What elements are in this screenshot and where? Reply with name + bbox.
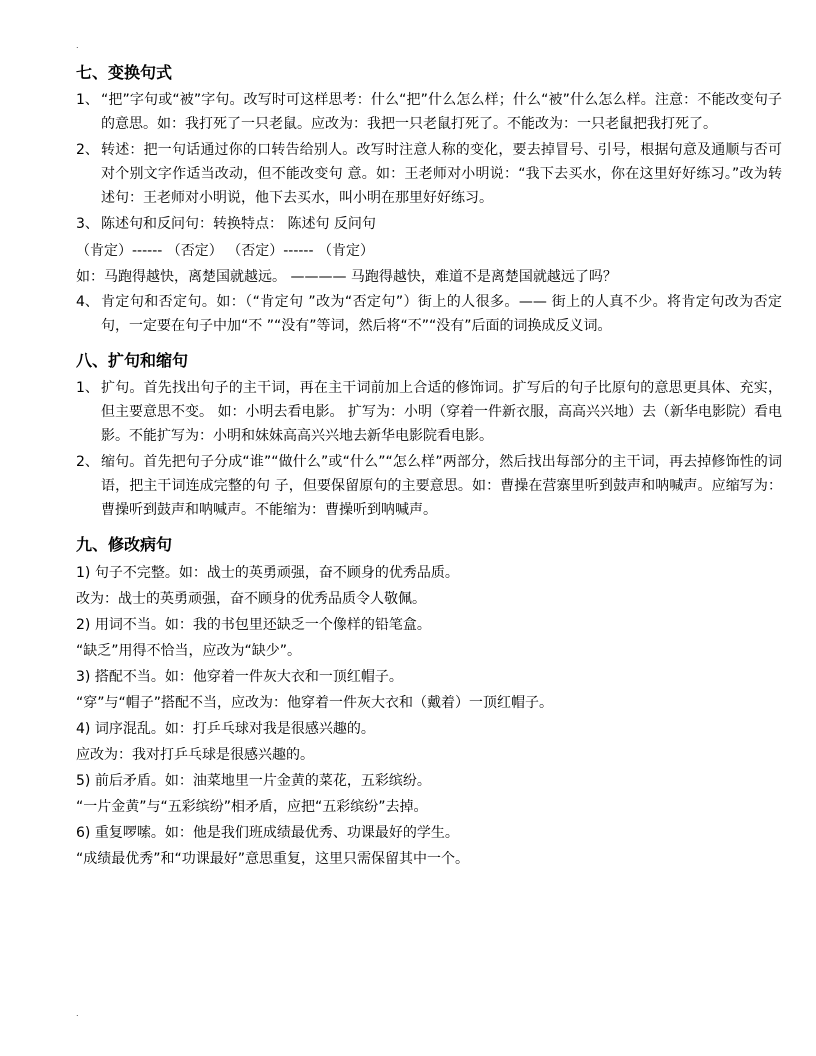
- fix-line: “成绩最优秀”和“功课最好”意思重复，这里只需保留其中一个。: [76, 851, 470, 867]
- section-8-heading: 八、扩句和缩句: [76, 351, 189, 370]
- error-line: 1) 句子不完整。如：战士的英勇顽强，奋不顾身的优秀品质。: [76, 565, 459, 581]
- item-number: 1、: [76, 380, 99, 396]
- section-8-item-1: [76, 376, 782, 448]
- page-dot-top: .: [76, 41, 79, 50]
- error-line: 2) 用词不当。如：我的书包里还缺乏一个像样的铅笔盒。: [76, 617, 431, 633]
- section-7-item-1: [76, 88, 782, 136]
- item-text: 陈述句和反问句：转换特点： 陈述句 反问句: [101, 216, 376, 232]
- item-text: 扩句。首先找出句子的主干词，再在主干词前加上合适的修饰词。扩写后的句子比原句的意思更具体、充实，但主要意思不变。 如：小明去看电影。 扩写为：小明（穿着一件新衣服，高高兴兴地）去（新华电影院）看电影。不能扩写为：小明和妹妹高高兴兴地去新华电影院看电影。: [101, 380, 782, 444]
- item-text: 缩句。首先把句子分成“谁”“做什么”或“什么”“怎么样”两部分，然后找出每部分的主干词，再去掉修饰性的词语，把主干词连成完整的句 子，但要保留原句的主要意思。如：曹操在营寨里听到鼓声和呐喊声。应缩写为：曹操听到鼓声和呐喊声。不能缩为：曹操听到呐喊声。: [101, 454, 782, 518]
- item-number: 2、: [76, 142, 99, 158]
- document-content: [76, 60, 782, 872]
- section-7-item-3: [76, 212, 782, 236]
- example-line: 如：马跑得越快，离楚国就越远。 ———— 马跑得越快，难道不是离楚国就越远了吗？: [76, 269, 617, 285]
- fix-line: “缺乏”用得不恰当，应改为“缺少”。: [76, 643, 302, 659]
- item-number: 4、: [76, 294, 99, 310]
- section-7-heading: 七、变换句式: [76, 63, 173, 82]
- error-line: 4) 词序混乱。如：打乒乓球对我是很感兴趣的。: [76, 721, 375, 737]
- item-text: 肯定句和否定句。如：（“肯定句 ”改为“否定句”）街上的人很多。—— 街上的人真不少。将肯定句改为否定句，一定要在句子中加“不 ”“没有”等词，然后将“不”“没有”后面的词换成反义词。: [101, 294, 782, 334]
- error-line: 3) 搭配不当。如：他穿着一件灰大衣和一顶红帽子。: [76, 669, 403, 685]
- error-line: 5) 前后矛盾。如：油菜地里一片金黄的菜花，五彩缤纷。: [76, 773, 431, 789]
- item-text: “把”字句或“被”字句。改写时可这样思考：什么“把”什么怎么样；什么“被”什么怎么样。注意：不能改变句子的意思。如：我打死了一只老鼠。应改为：我把一只老鼠打死了。不能改为：一只老鼠把我打死了。: [101, 92, 782, 132]
- item-number: 3、: [76, 216, 99, 232]
- item-number: 1、: [76, 92, 99, 108]
- item-text: 转述：把一句话通过你的口转告给别人。改写时注意人称的变化，要去掉冒号、引号，根据句意及通顺与否可对个别文字作适当改动，但不能改变句 意。如：王老师对小明说：“我下去买水，你在这里好好练习。”改为转述句：王老师对小明说，他下去买水，叫小明在那里好好练习。: [101, 142, 782, 206]
- section-8-item-2: [76, 450, 782, 522]
- error-line: 6) 重复啰嗦。如：他是我们班成绩最优秀、功课最好的学生。: [76, 825, 459, 841]
- affirm-negate-line: （肯定）------ （否定） （否定）------ （肯定）: [76, 243, 374, 259]
- section-7-item-4: [76, 290, 782, 338]
- fix-line: 改为：战士的英勇顽强，奋不顾身的优秀品质令人敬佩。: [76, 591, 426, 607]
- section-7-item-2: [76, 138, 782, 210]
- page-dot-bottom: .: [76, 1009, 79, 1018]
- section-9-heading: 九、修改病句: [76, 535, 173, 554]
- fix-line: “穿”与“帽子”搭配不当，应改为：他穿着一件灰大衣和（戴着）一顶红帽子。: [76, 695, 554, 711]
- fix-line: 应改为：我对打乒乓球是很感兴趣的。: [76, 747, 314, 763]
- fix-line: “一片金黄”与“五彩缤纷”相矛盾，应把“五彩缤纷”去掉。: [76, 799, 428, 815]
- item-number: 2、: [76, 454, 99, 470]
